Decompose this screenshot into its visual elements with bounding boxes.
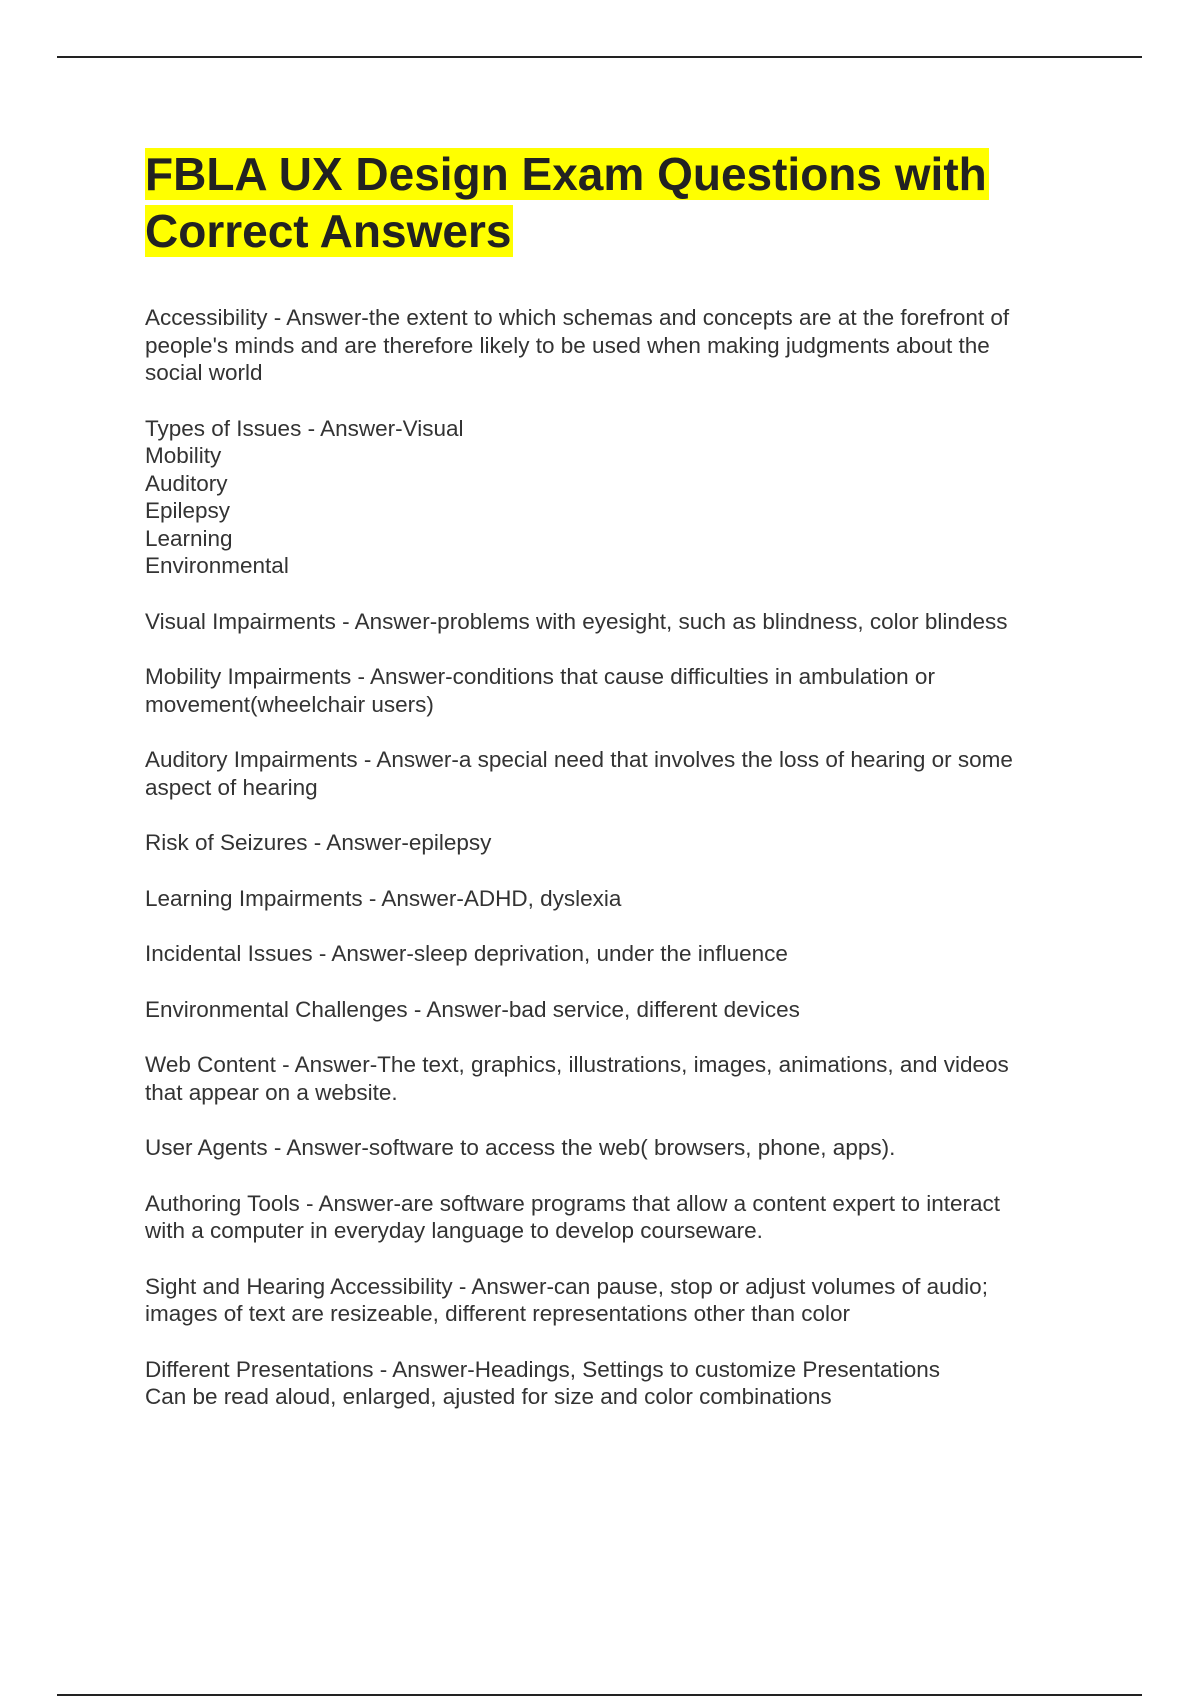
qa-entry-line: Environmental: [145, 553, 289, 578]
qa-entry-line: Mobility: [145, 443, 222, 468]
qa-entry: [145, 1356, 1085, 1411]
qa-entry-line: Can be read aloud, enlarged, ajusted for size and color combinations: [145, 1384, 832, 1409]
qa-entry-line: Auditory: [145, 470, 228, 496]
qa-entry: [145, 940, 1085, 968]
qa-entry: [145, 608, 1085, 636]
qa-entry-line: Different Presentations - Answer-Headings, Settings to customize Presentations: [145, 1356, 940, 1382]
qa-entry: [145, 1051, 1085, 1106]
qa-entry-line: Accessibility - Answer-the extent to which schemas and concepts are at the forefront of: [145, 305, 1010, 330]
qa-entry-line: people's minds and are therefore likely to be used when making judgments about the: [145, 332, 990, 358]
document-title: [145, 146, 989, 260]
qa-entry-line: Auditory Impairments - Answer-a special need that involves the loss of hearing or some: [145, 747, 1013, 772]
qa-entry-line: Epilepsy: [145, 498, 231, 523]
qa-entry: [145, 304, 1085, 387]
qa-entry-line: Risk of Seizures - Answer-epilepsy: [145, 830, 492, 855]
qa-entry-line: social world: [145, 360, 263, 385]
qa-entry-line: Authoring Tools - Answer-are software programs that allow a content expert to interact: [145, 1190, 1001, 1216]
qa-entry-line: Environmental Challenges - Answer-bad service, different devices: [145, 996, 800, 1022]
qa-entry-line: Learning: [145, 525, 233, 551]
header-divider: [57, 56, 1142, 58]
qa-entry: [145, 885, 1085, 913]
qa-entry-line: Sight and Hearing Accessibility - Answer-can pause, stop or adjust volumes of audio;: [145, 1273, 988, 1299]
qa-entry-line: User Agents - Answer-software to access the web( browsers, phone, apps).: [145, 1135, 896, 1160]
qa-entry-line: Incidental Issues - Answer-sleep deprivation, under the influence: [145, 941, 788, 966]
qa-entry-line: with a computer in everyday language to develop courseware.: [145, 1218, 763, 1243]
footer-divider: [57, 1694, 1142, 1696]
qa-entry: [145, 1190, 1085, 1245]
qa-entry-line: that appear on a website.: [145, 1079, 398, 1105]
qa-entry: [145, 746, 1085, 801]
qa-entry: [145, 415, 1085, 580]
qa-entry: [145, 1134, 1085, 1162]
qa-entry-line: Types of Issues - Answer-Visual: [145, 415, 464, 441]
title-line-2: Correct Answers: [145, 205, 512, 257]
qa-entry-line: aspect of hearing: [145, 774, 318, 800]
qa-entry-line: Web Content - Answer-The text, graphics, illustrations, images, animations, and videos: [145, 1052, 1009, 1077]
qa-entry: [145, 663, 1085, 718]
qa-entry-line: Visual Impairments - Answer-problems with eyesight, such as blindness, color blindess: [145, 608, 1008, 634]
qa-entry: [145, 829, 1085, 857]
title-line-1: FBLA UX Design Exam Questions with: [145, 148, 987, 200]
qa-entry-line: movement(wheelchair users): [145, 691, 434, 717]
qa-entry: [145, 1273, 1085, 1328]
qa-entry-line: Learning Impairments - Answer-ADHD, dyslexia: [145, 885, 622, 911]
qa-entry-list: [145, 304, 1085, 1439]
qa-entry-line: Mobility Impairments - Answer-conditions that cause difficulties in ambulation or: [145, 664, 935, 689]
qa-entry-line: images of text are resizeable, different representations other than color: [145, 1301, 850, 1326]
qa-entry: [145, 996, 1085, 1024]
